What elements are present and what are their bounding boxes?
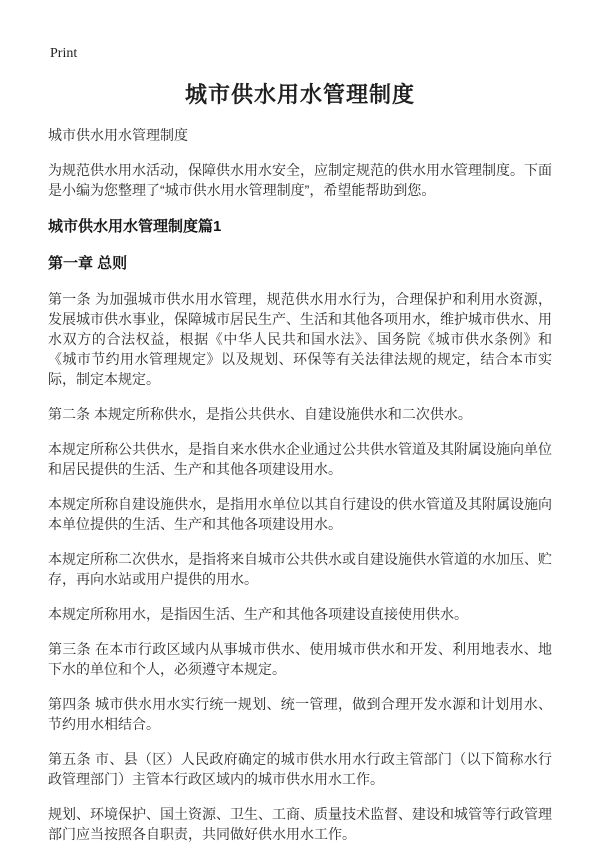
paragraph-def-water-use: 本规定所称用水，是指因生活、生产和其他各项建设直接使用供水。 [48, 606, 468, 622]
paragraph-def-self-built-supply: 本规定所称自建设施供水，是指用水单位以其自行建设的供水管道及其附属设施向本单位提供的生活、生产和其他各项建设用水。 [48, 496, 552, 532]
paragraph-def-public-supply: 本规定所称公共供水，是指自来水供水企业通过公共供水管道及其附属设施向单位和居民提供的生活、生产和其他各项建设用水。 [48, 441, 552, 477]
print-link[interactable]: Print [50, 46, 78, 61]
paragraph-departments: 规划、环境保护、国土资源、卫生、工商、质量技术监督、建设和城管等行政管理部门应当按照各自职责，共同做好供水用水工作。 [48, 806, 552, 842]
section-heading: 城市供水用水管理制度篇1 [48, 218, 222, 235]
paragraph-article-1: 第一条 为加强城市供水用水管理，规范供水用水行为，合理保护和利用水资源，发展城市供水事业，保障城市居民生产、生活和其他各项用水，维护城市供水、用水双方的合法权益，根据《中华人民共和国水法》、国务院《城市供水条例》和《城市节约用水管理规定》以及规划、环保等有关法律法规的规定，结合本市实际，制定本规定。 [48, 291, 552, 387]
page-title: 城市供水用水管理制度 [184, 82, 415, 107]
paragraph-def-secondary-supply: 本规定所称二次供水，是指将来自城市公共供水或自建设施供水管道的水加压、贮存，再向水站或用户提供的用水。 [48, 551, 552, 587]
chapter-heading: 第一章 总则 [48, 255, 128, 272]
paragraph-article-5: 第五条 市、县（区）人民政府确定的城市供水用水行政主管部门（以下简称水行政管理部门）主管本行政区域内的城市供水用水工作。 [48, 751, 552, 787]
intro-paragraph: 为规范供水用水活动，保障供水用水安全，应制定规范的供水用水管理制度。下面是小编为您整理了“城市供水用水管理制度”，希望能帮助到您。 [48, 162, 552, 198]
paragraph-article-4: 第四条 城市供水用水实行统一规划、统一管理，做到合理开发水源和计划用水、节约用水相结合。 [48, 696, 552, 732]
paragraph-article-2: 第二条 本规定所称供水，是指公共供水、自建设施供水和二次供水。 [48, 406, 472, 422]
document-subtitle: 城市供水用水管理制度 [48, 127, 188, 143]
paragraph-article-3: 第三条 在本市行政区域内从事城市供水、使用城市供水和开发、利用地表水、地下水的单位和个人，必须遵守本规定。 [48, 641, 552, 677]
